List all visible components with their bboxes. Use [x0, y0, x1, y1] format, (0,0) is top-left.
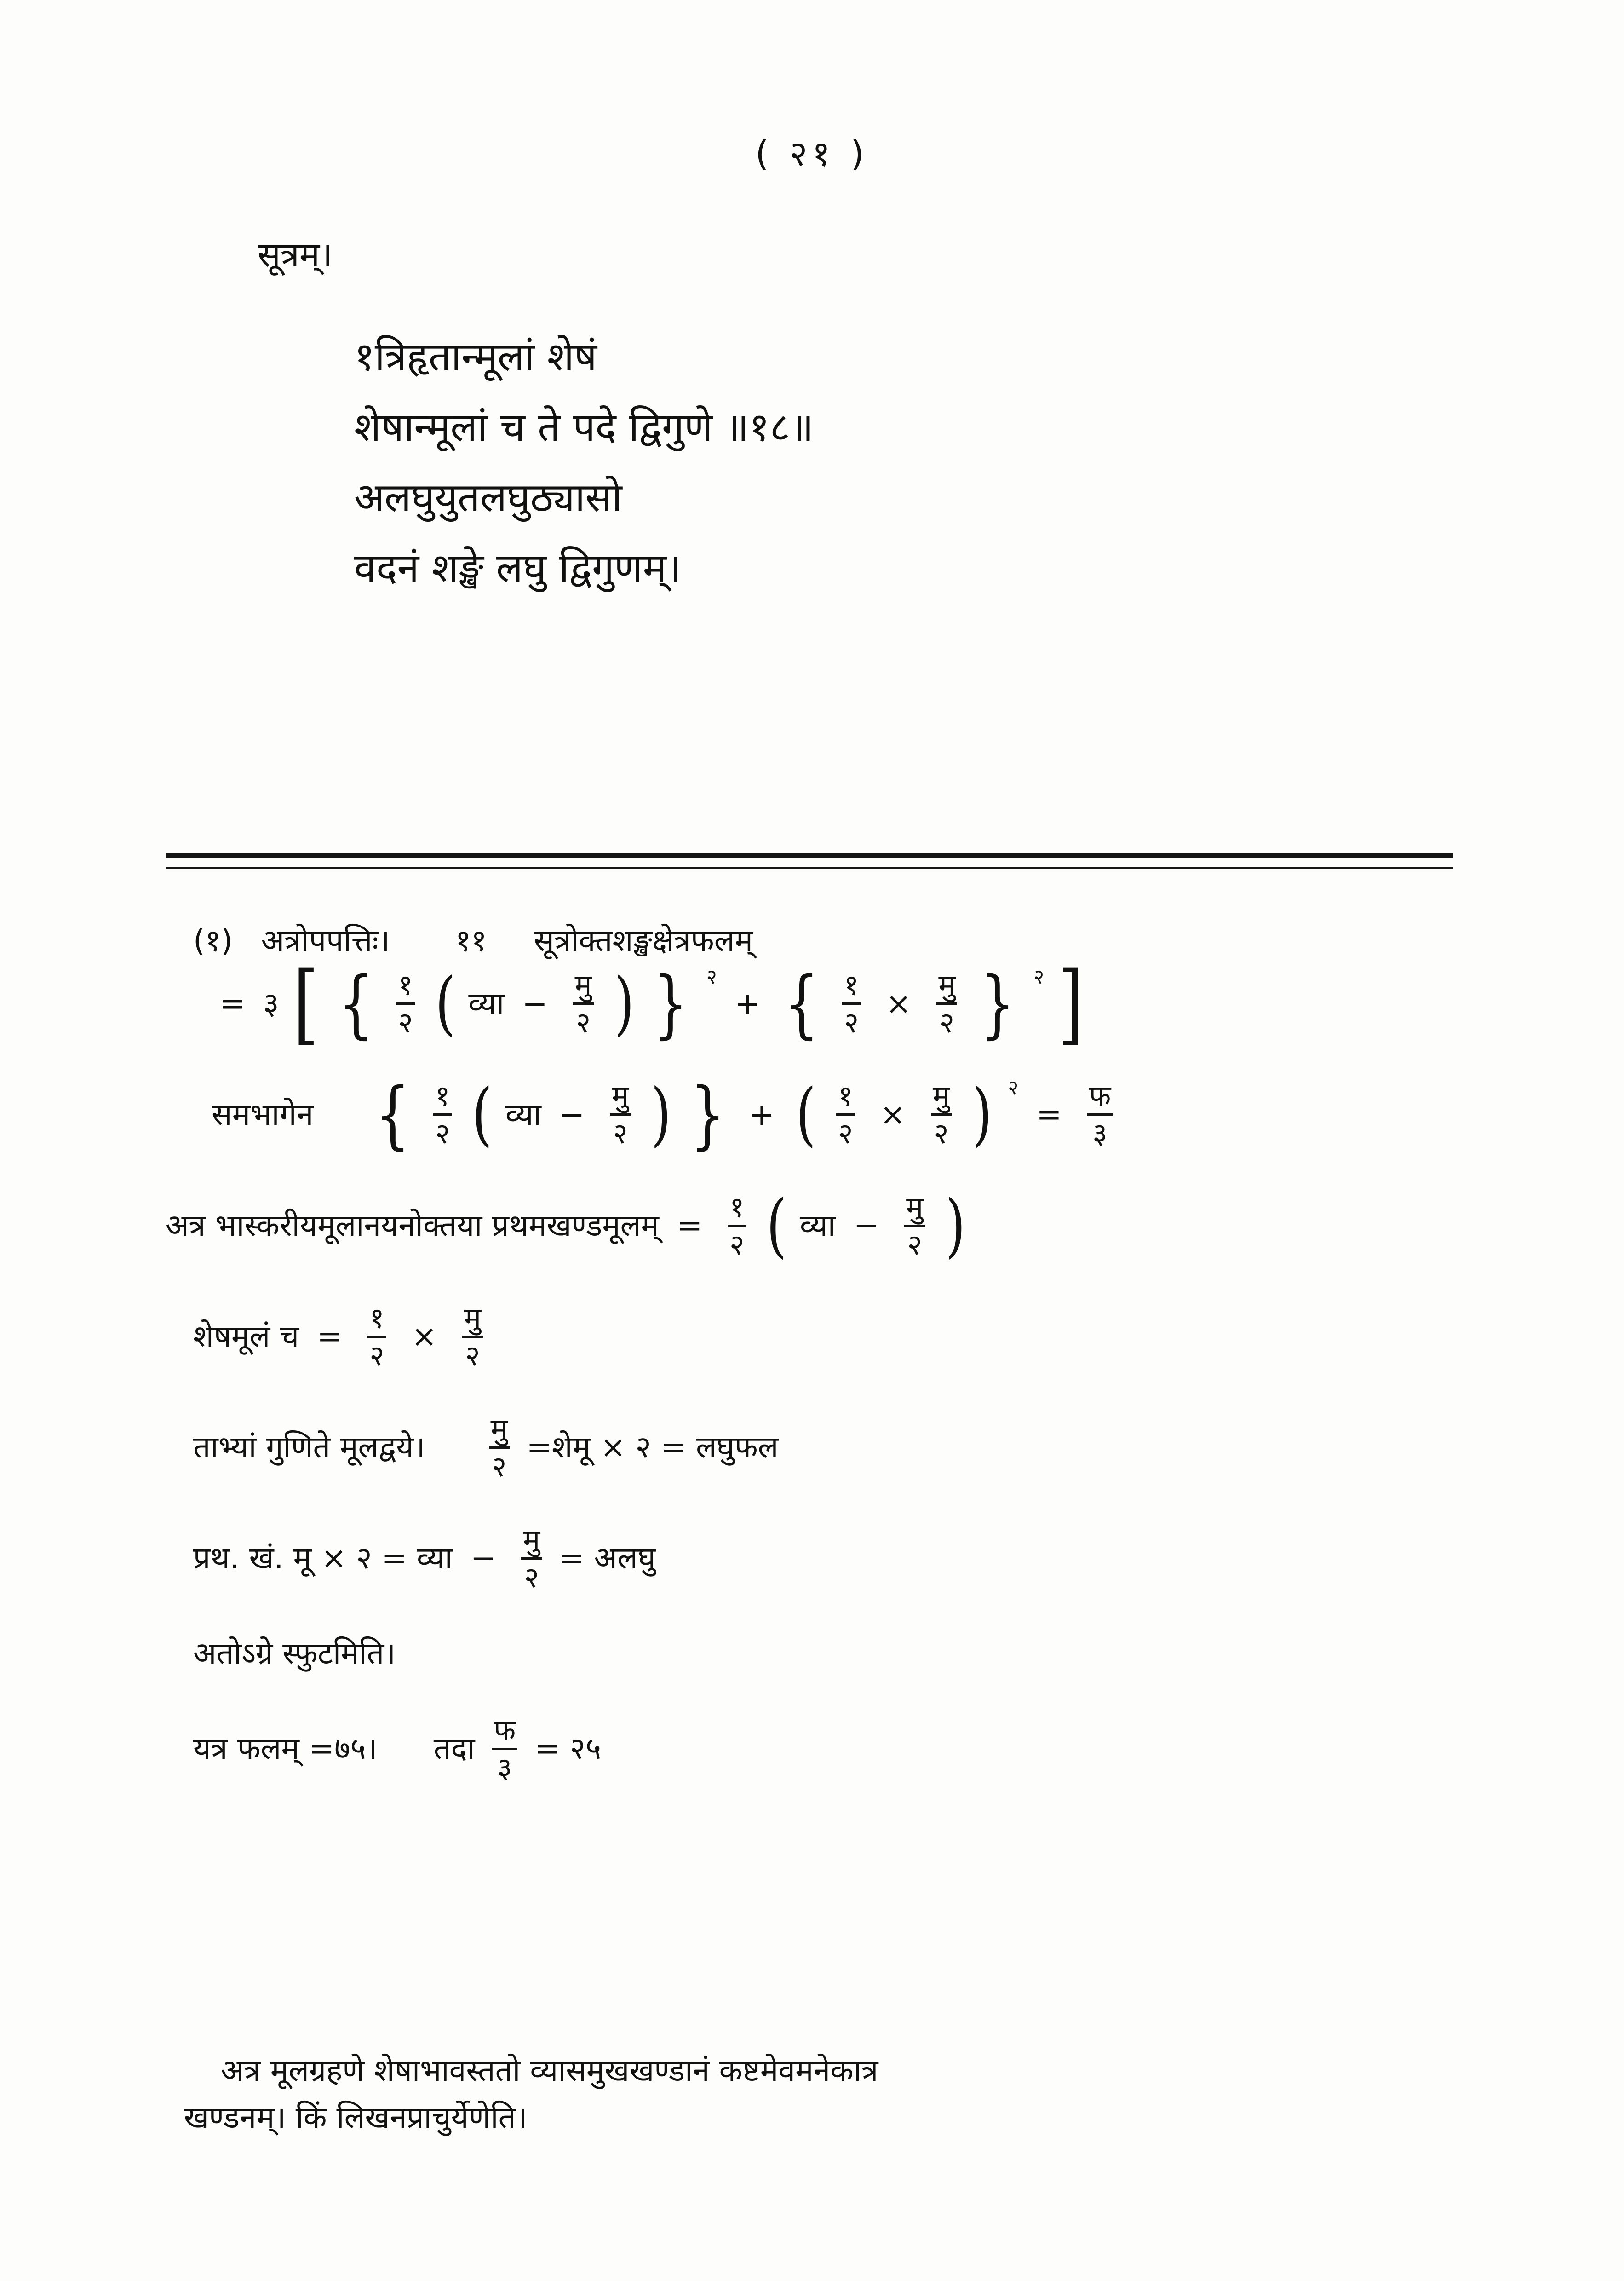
verse-line-3: अलघुयुतलघुठ्यासो: [354, 475, 622, 521]
bracket-close-curly-2: }: [980, 961, 1016, 1047]
opening-number: ११: [455, 922, 487, 958]
tabhyam-result: =शेमू × २ = लघुफल: [526, 1429, 779, 1465]
label-pratham-khanda: प्रथ. खं. मू × २ = व्या: [193, 1540, 453, 1576]
bracket-close-curly-3: }: [690, 1071, 725, 1158]
minus-sign: −: [522, 985, 548, 1021]
equation-line-1: [193, 952, 1481, 1054]
fraction-one-half-4: १ २: [835, 1080, 855, 1149]
horizontal-rule-thin: [166, 867, 1453, 869]
paren-open-4: (: [766, 1185, 787, 1266]
paren-open: (: [435, 963, 455, 1044]
fraction-mu-two-7: मु २: [488, 1413, 511, 1482]
fraction-one-half: १ २: [396, 969, 416, 1038]
bracket-close-square: ]: [1058, 952, 1084, 1054]
sutra-label: सूत्रम्।: [258, 235, 333, 275]
times-sign-3: ×: [411, 1319, 437, 1354]
fraction-mu-two-2: मु २: [935, 969, 958, 1038]
plus-sign-2: +: [749, 1096, 775, 1132]
closing-line-2: खण्डनम्। किं लिखनप्राचुर्येणेति।: [184, 2100, 528, 2136]
tada-result: = २५: [534, 1731, 602, 1767]
closing-line-1: अत्र मूलग्रहणे शेषाभावस्ततो व्यासमुखखण्डानं कष्टमेवमनेकात्र: [221, 2053, 878, 2088]
fraction-mu-two-6: मु २: [461, 1302, 484, 1371]
fraction-mu-two-5: मु २: [903, 1191, 926, 1261]
fraction-mu-two-3: मु २: [609, 1080, 631, 1149]
commentary-opening-line: [193, 920, 1481, 960]
equals-sign-2: =: [1036, 1096, 1062, 1132]
exponent-two-3: २: [1008, 1076, 1019, 1100]
horizontal-rule-thick: [166, 853, 1453, 858]
exponent-two-2: २: [1033, 965, 1044, 989]
paren-open-3: (: [796, 1074, 816, 1155]
minus-sign-4: −: [470, 1540, 496, 1576]
label-atra-bhaskariya: अत्र भास्करीयमूलानयनोक्तया प्रथमखण्डमूलम्: [166, 1207, 659, 1243]
times-sign: ×: [886, 985, 912, 1021]
paren-close-2: ): [651, 1074, 671, 1155]
paren-open-2: (: [472, 1074, 493, 1155]
equals-sign-3: =: [677, 1207, 703, 1243]
label-tada: तदा: [433, 1731, 475, 1767]
fraction-mu-two: मु २: [572, 969, 595, 1038]
yatra-value: =७५।: [309, 1731, 378, 1767]
fraction-mu-two-4: मु २: [930, 1080, 953, 1149]
equation-line-6: [193, 1524, 1481, 1593]
label-samabhagena: समभागेन: [212, 1096, 314, 1132]
equals-sign-4: =: [317, 1319, 343, 1354]
label-tabhyam: ताभ्यां गुणिते मूलद्वये।: [193, 1429, 425, 1465]
opening-marker: (१): [193, 922, 233, 958]
exponent-two: २: [706, 965, 717, 989]
equation-line-7: [193, 1714, 1481, 1784]
bracket-open-curly-2: {: [784, 961, 820, 1047]
equation-line-5: [193, 1413, 1481, 1482]
bracket-close-curly: }: [653, 961, 689, 1047]
fraction-one-half-2: १ २: [841, 969, 861, 1038]
term-vyaa-3: व्या: [799, 1207, 836, 1243]
verse-line-4: वदनं शङ्खे लघु द्विगुणम्।: [354, 545, 682, 592]
bracket-open-curly: {: [338, 961, 373, 1047]
fraction-one-half-3: १ २: [432, 1080, 453, 1149]
equals-sign: =: [220, 985, 246, 1021]
plus-sign: +: [735, 985, 761, 1021]
line-ato-agre: अतोऽग्रे स्फुटमिति।: [193, 1636, 396, 1671]
fraction-one-half-6: १ २: [367, 1302, 387, 1371]
verse-line-2: शेषान्मूलां च ते पदे द्विगुणे ॥१८॥: [354, 404, 814, 451]
coefficient-three: ३: [263, 985, 279, 1021]
times-sign-2: ×: [880, 1096, 906, 1132]
equation-line-2: [193, 1071, 1481, 1158]
fraction-mu-two-8: मु २: [520, 1524, 543, 1593]
verse-line-1: १त्रिहृतान्मूलां शेषं: [354, 334, 597, 380]
term-vyaa: व्या: [468, 985, 505, 1021]
fraction-pha-three: फ ३: [1086, 1080, 1114, 1149]
label-shesha-mulam: शेषमूलं च: [193, 1319, 299, 1354]
paren-close-3: ): [972, 1074, 993, 1155]
commentary-block: [166, 920, 1481, 1805]
fraction-pha-three-2: फ ३: [491, 1714, 518, 1784]
verse-block: [354, 322, 1504, 604]
label-yatra-phalam: यत्र फलम्: [193, 1731, 299, 1767]
equation-line-3: [166, 1185, 1481, 1266]
opening-text: अत्रोपपत्तिः।: [261, 922, 390, 958]
minus-sign-3: −: [853, 1207, 879, 1243]
paren-close: ): [614, 963, 634, 1044]
minus-sign-2: −: [559, 1096, 585, 1132]
bracket-open-curly-3: {: [375, 1071, 411, 1158]
equation-line-4: [193, 1302, 1481, 1371]
pratham-result: = अलघु: [559, 1540, 656, 1576]
closing-paragraph: [184, 2047, 1490, 2142]
opening-phrase: सूत्रोक्तशङ्खक्षेत्रफलम्: [534, 922, 753, 958]
paren-close-4: ): [945, 1185, 966, 1266]
fraction-one-half-5: १ २: [727, 1191, 747, 1261]
term-vyaa-2: व्या: [505, 1096, 541, 1132]
page-number: ( २१ ): [755, 133, 869, 174]
bracket-open-square: [: [293, 952, 319, 1054]
